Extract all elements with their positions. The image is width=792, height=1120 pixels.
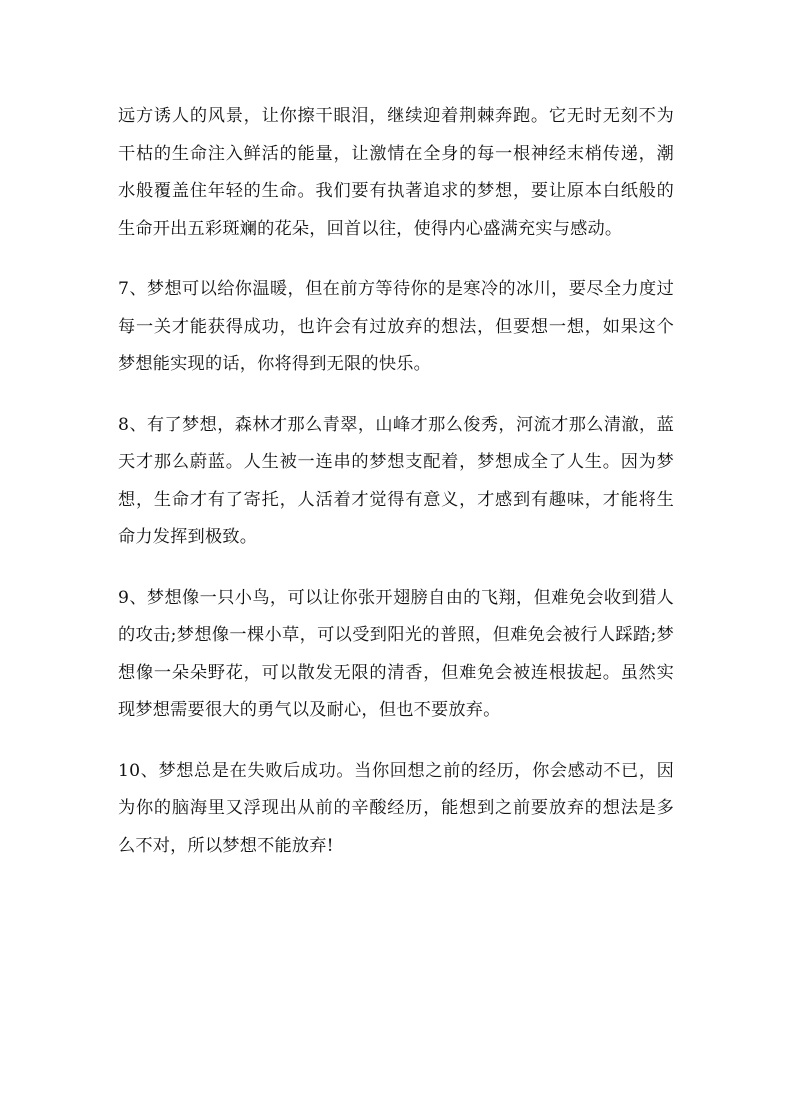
paragraph-item-10: 10、梦想总是在失败后成功。当你回想之前的经历，你会感动不已，因为你的脑海里又浮现出从前的辛酸经历，能想到之前要放弃的想法是多么不对，所以梦想不能放弃! xyxy=(118,760,674,856)
paragraph-item-9: 9、梦想像一只小鸟，可以让你张开翅膀自由的飞翔，但难免会收到猎人的攻击;梦想像一棵小草，可以受到阳光的普照，但难免会被行人踩踏;梦想像一朵朵野花，可以散发无限的清香，但难免会被连根拔起。虽然实现梦想需要很大的勇气以及耐心，但也不要放弃。 xyxy=(118,587,674,720)
paragraph-continuation: 远方诱人的风景，让你擦干眼泪，继续迎着荆棘奔跑。它无时无刻不为干枯的生命注入鲜活的能量，让激情在全身的每一根神经末梢传递，潮水般覆盖住年轻的生命。我们要有执著追求的梦想，要让原本白纸般的生命开出五彩斑斓的花朵，回首以往，使得内心盛满充实与感动。 xyxy=(118,106,674,239)
paragraph-item-8: 8、有了梦想，森林才那么青翠，山峰才那么俊秀，河流才那么清澈，蓝天才那么蔚蓝。人生被一连串的梦想支配着，梦想成全了人生。因为梦想，生命才有了寄托，人活着才觉得有意义，才感到有趣味，才能将生命力发挥到极致。 xyxy=(118,414,674,547)
paragraph-item-7: 7、梦想可以给你温暖，但在前方等待你的是寒冷的冰川，要尽全力度过每一关才能获得成功，也许会有过放弃的想法，但要想一想，如果这个梦想能实现的话，你将得到无限的快乐。 xyxy=(118,279,674,374)
document-body xyxy=(118,98,674,865)
